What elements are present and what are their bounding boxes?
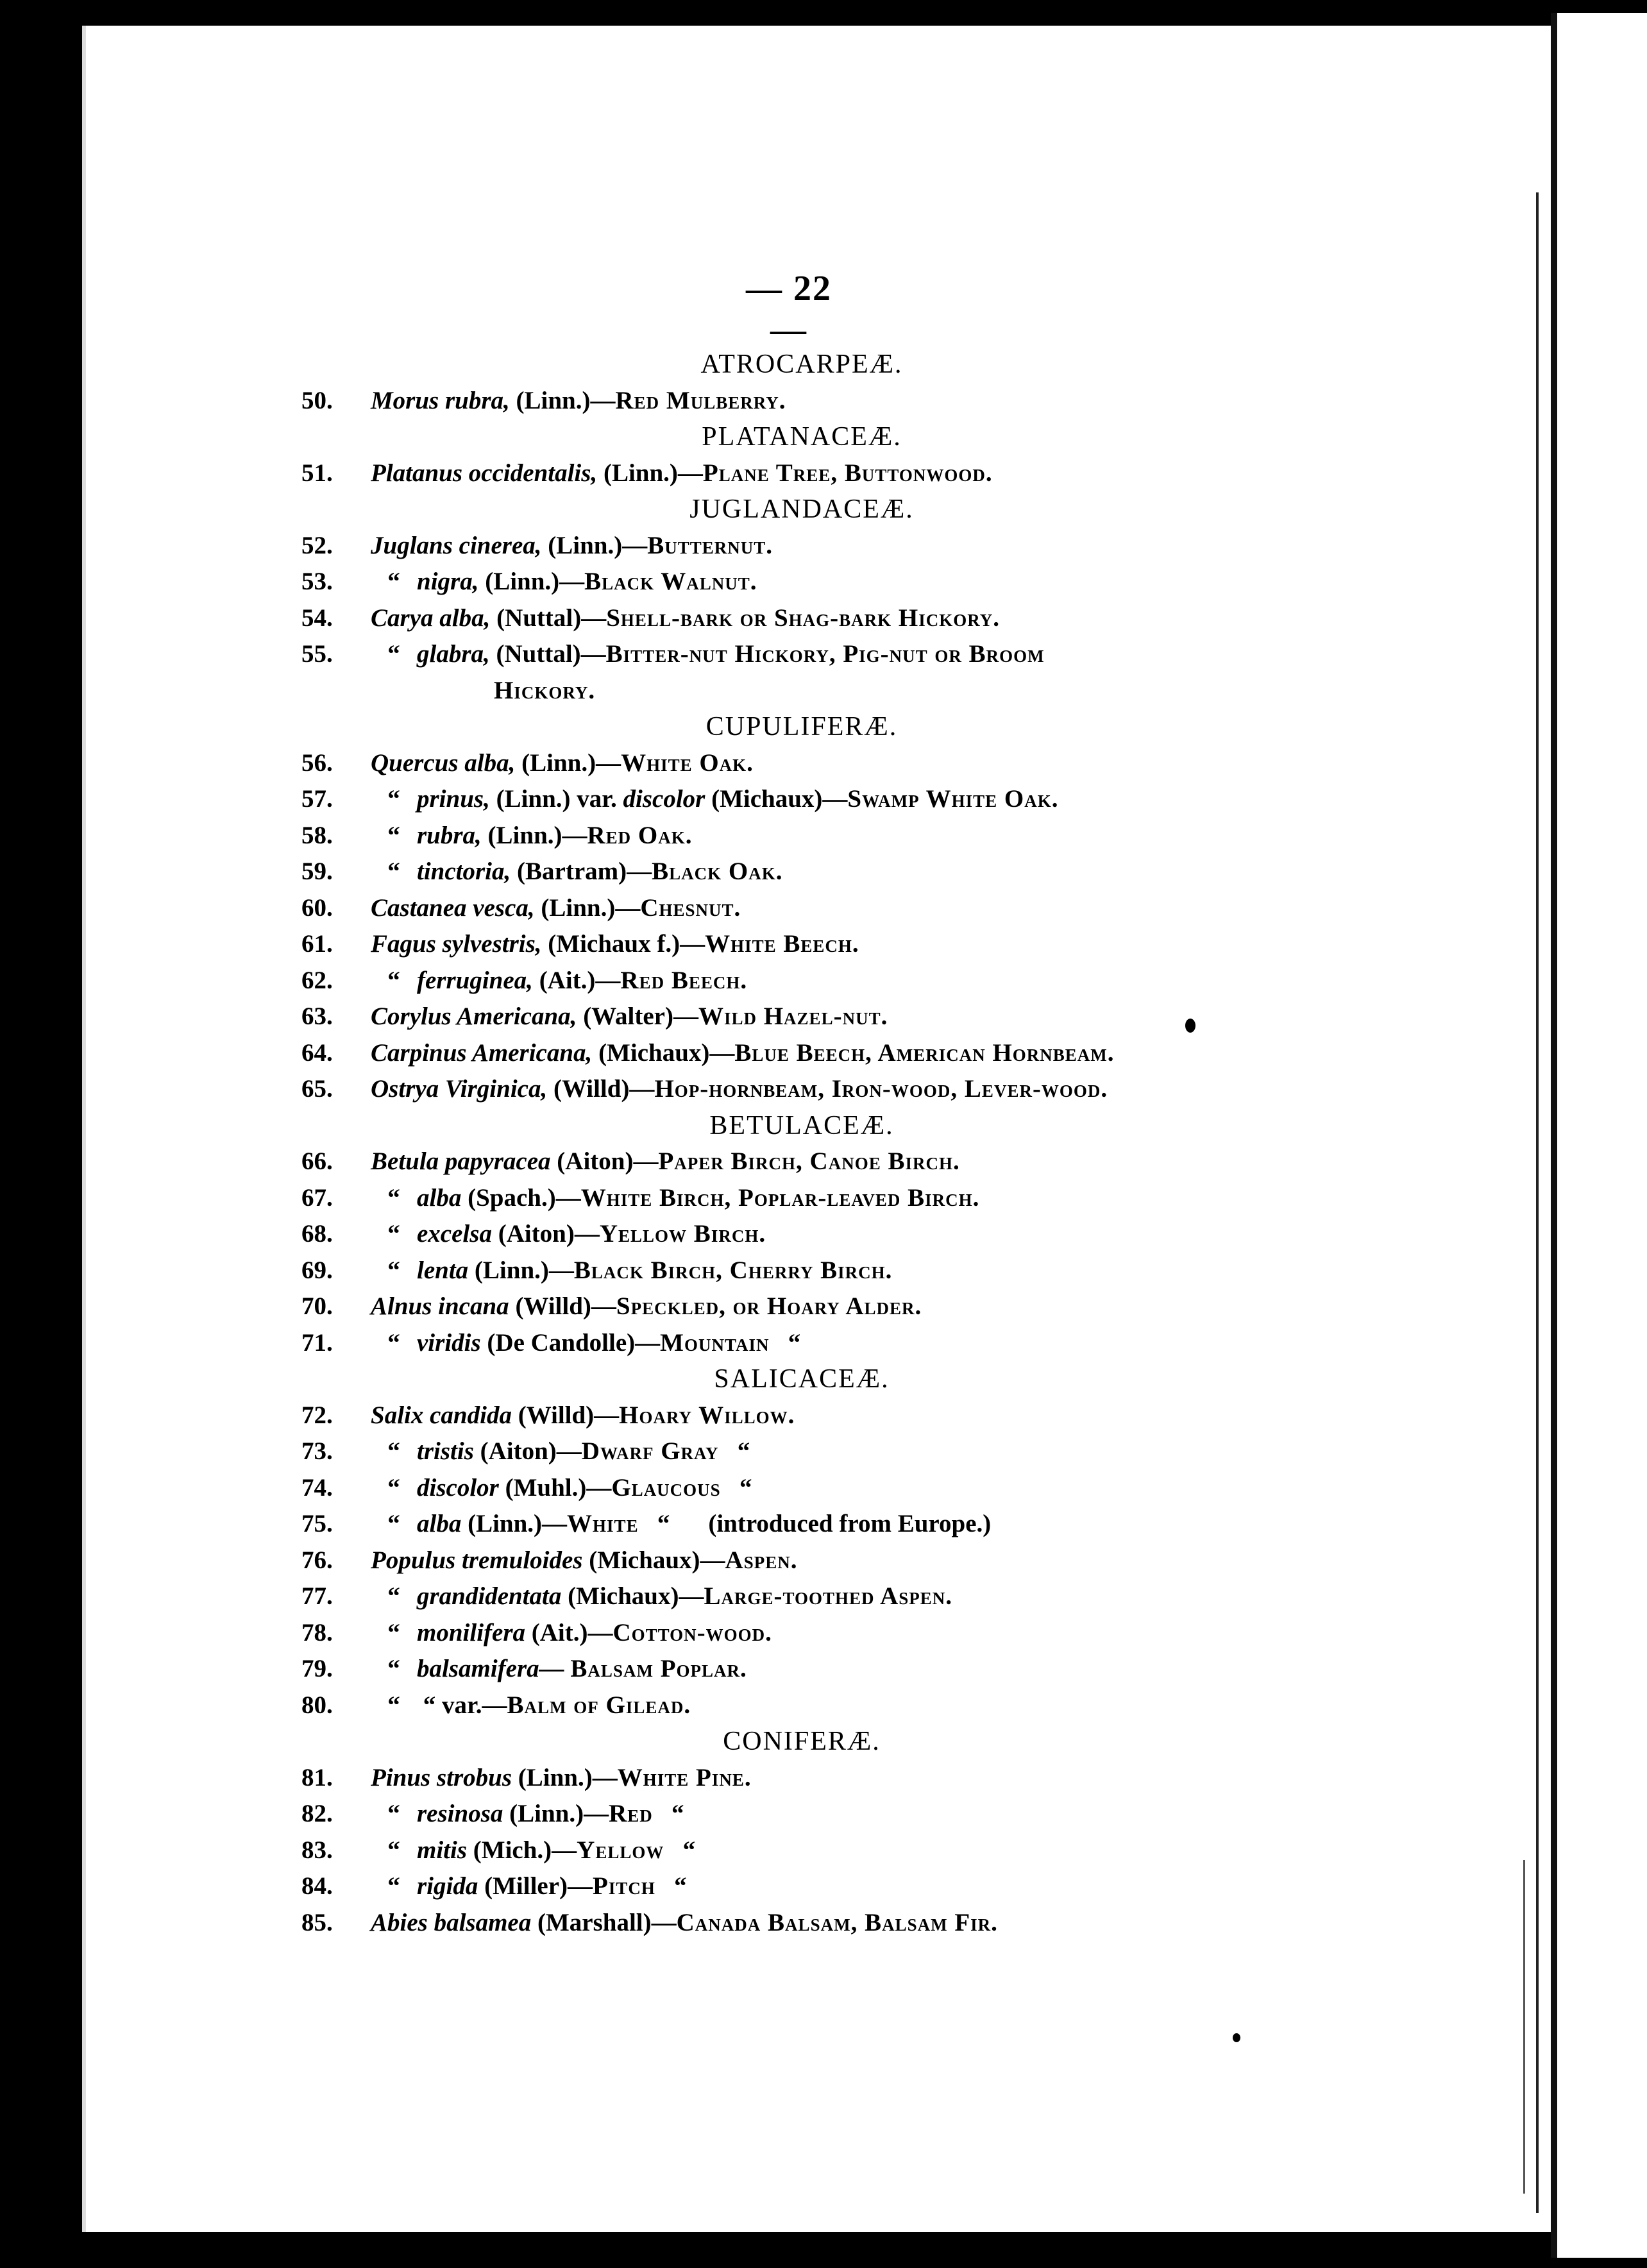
entry-number: 52.	[301, 531, 333, 559]
common-name: Black Oak.	[652, 858, 783, 885]
entry-number: 69.	[301, 1256, 333, 1284]
ditto-mark: “	[387, 568, 400, 595]
common-name: Large-toothed Aspen.	[704, 1582, 953, 1610]
common-name: Swamp White Oak.	[847, 785, 1059, 813]
latin-name: Platanus occidentalis,	[371, 459, 598, 487]
entry-number: 65.	[301, 1075, 333, 1103]
species-entry	[301, 1180, 1302, 1217]
species-entry	[301, 1470, 1302, 1507]
ditto-mark: “	[387, 1256, 400, 1284]
ditto-mark: “	[387, 1655, 400, 1682]
family-heading: BETULACEÆ.	[709, 1110, 894, 1140]
entry-number: 51.	[301, 459, 333, 487]
species-entry	[301, 1651, 1302, 1688]
common-name: Black Birch, Cherry Birch.	[573, 1256, 893, 1284]
latin-name: rigida	[417, 1872, 478, 1900]
species-entry	[301, 564, 1302, 600]
entry-number: 57.	[301, 785, 333, 813]
species-entry	[301, 818, 1302, 854]
latin-name: Ostrya Virginica,	[371, 1075, 548, 1103]
latin-name: Pinus strobus	[371, 1763, 512, 1791]
entry-number: 81.	[301, 1763, 333, 1791]
authority: (Bartram)—	[517, 858, 652, 885]
latin-name: Quercus alba,	[371, 749, 516, 777]
latin-name: resinosa	[417, 1800, 503, 1827]
species-entry	[301, 1325, 1302, 1362]
authority: (Aiton)—	[557, 1147, 659, 1175]
entry-continuation	[301, 673, 1302, 709]
entry-number: 71.	[301, 1328, 333, 1357]
entry-number: 80.	[301, 1691, 333, 1719]
species-entry	[301, 528, 1302, 564]
ditto-mark: “	[387, 1800, 400, 1827]
common-name: Red Oak.	[587, 821, 693, 849]
common-name: Hop-hornbeam, Iron-wood, Lever-wood.	[654, 1075, 1108, 1103]
ditto-mark: “	[682, 1836, 696, 1864]
authority: (Linn.)—	[485, 568, 585, 595]
species-entry	[301, 1796, 1302, 1832]
ditto-mark: “	[674, 1872, 687, 1900]
common-name: Yellow Birch.	[599, 1220, 766, 1248]
authority: (Nuttal)—	[496, 604, 607, 632]
common-name: Bitter-nut Hickory, Pig-nut or Broom	[605, 640, 1045, 668]
authority: (Nuttal)—	[496, 640, 606, 668]
entry-number: 63.	[301, 1003, 333, 1030]
species-entry	[301, 1216, 1302, 1253]
species-entry	[301, 1035, 1302, 1072]
common-name: Yellow	[577, 1836, 664, 1864]
authority: (Willd)—	[553, 1075, 655, 1103]
latin-name: rubra,	[417, 821, 482, 849]
common-name: Butternut.	[647, 531, 773, 559]
entry-number: 50.	[301, 386, 333, 414]
authority: (Linn.) var.	[496, 785, 623, 813]
entry-number: 68.	[301, 1220, 333, 1248]
species-entry	[301, 1868, 1302, 1905]
entry-number: 75.	[301, 1510, 333, 1537]
latin-name: prinus,	[417, 785, 490, 813]
latin-name: alba	[417, 1183, 462, 1212]
common-name: Chesnut.	[640, 893, 741, 922]
species-entry	[301, 999, 1302, 1035]
entry-number: 67.	[301, 1183, 333, 1212]
authority: (Linn.)—	[521, 749, 621, 777]
latin-name: balsamifera—	[417, 1655, 564, 1682]
common-name: Hoary Willow.	[619, 1401, 795, 1429]
species-list	[301, 346, 1302, 1941]
ditto-mark: “	[387, 1328, 400, 1357]
latin-name: excelsa	[417, 1220, 492, 1248]
species-entry	[301, 963, 1302, 999]
authority: “ var.—	[423, 1691, 507, 1719]
authority: (Ait.)—	[539, 966, 621, 994]
latin-name: mitis	[417, 1836, 468, 1864]
common-name: Shell-bark or Shag-bark Hickory.	[606, 604, 1001, 632]
species-entry	[301, 600, 1302, 637]
species-entry	[301, 1289, 1302, 1325]
latin-name: Betula papyracea	[371, 1147, 551, 1175]
common-name: White Oak.	[621, 749, 754, 777]
common-name: White Pine.	[617, 1763, 752, 1791]
ditto-mark: “	[739, 1473, 752, 1502]
common-name: Balsam Poplar.	[570, 1655, 747, 1682]
latin-name: Carpinus Americana,	[371, 1038, 593, 1067]
species-entry	[301, 1578, 1302, 1615]
entry-number: 70.	[301, 1292, 333, 1320]
authority: (Linn.)—	[518, 1763, 618, 1791]
species-entry	[301, 1253, 1302, 1289]
species-entry	[301, 781, 1302, 818]
common-name: Glaucous	[611, 1473, 721, 1502]
entry-number: 82.	[301, 1800, 333, 1827]
latin-name: grandidentata	[417, 1582, 562, 1610]
family-heading: JUGLANDACEÆ.	[689, 495, 914, 524]
ditto-mark: “	[387, 1473, 400, 1502]
authority: (Ait.)—	[531, 1618, 613, 1646]
authority: (Michaux)—	[705, 785, 848, 813]
common-name: Paper Birch, Canoe Birch.	[658, 1147, 960, 1175]
ditto-mark: “	[387, 1618, 400, 1646]
latin-name: Morus rubra,	[371, 386, 510, 414]
authority: (Michaux)—	[568, 1582, 704, 1610]
entry-number: 53.	[301, 568, 333, 595]
common-name: White Birch, Poplar-leaved Birch.	[580, 1183, 980, 1212]
authority: (Aiton)—	[498, 1220, 600, 1248]
entry-number: 72.	[301, 1401, 333, 1429]
species-entry	[301, 1398, 1302, 1434]
ditto-mark: “	[387, 858, 400, 885]
authority: (Linn.)—	[509, 1800, 609, 1827]
species-entry	[301, 745, 1302, 782]
authority: (Aiton)—	[480, 1437, 582, 1465]
common-name: Red	[609, 1800, 653, 1827]
authority: (Walter)—	[583, 1003, 698, 1030]
ditto-mark: “	[387, 1872, 400, 1900]
authority: (Willd)—	[515, 1292, 616, 1320]
entry-number: 61.	[301, 930, 333, 958]
species-entry	[301, 455, 1302, 492]
authority: (Michaux)—	[598, 1038, 735, 1067]
entry-number: 84.	[301, 1872, 333, 1900]
latin-name: Fagus sylvestris,	[371, 930, 542, 958]
ink-speck	[1185, 1019, 1195, 1033]
page-number: — 22 —	[746, 269, 832, 350]
family-heading: SALICACEÆ.	[714, 1364, 890, 1394]
common-name: Red Mulberry.	[615, 386, 786, 414]
species-entry	[301, 1543, 1302, 1579]
authority: (De Candolle)—	[487, 1328, 661, 1357]
species-entry	[301, 1832, 1302, 1869]
authority: (Michaux f.)—	[548, 930, 705, 958]
entry-number: 79.	[301, 1655, 333, 1682]
species-entry	[301, 926, 1302, 963]
facing-page-edge	[1551, 13, 1647, 2258]
common-name: Cotton-wood.	[612, 1618, 772, 1646]
authority: (Muhl.)—	[505, 1473, 612, 1502]
latin-name: viridis	[417, 1328, 481, 1357]
common-name: Balm of Gilead.	[507, 1691, 691, 1719]
ditto-mark: “	[387, 1582, 400, 1610]
variety-name: discolor	[623, 785, 705, 813]
ditto-mark: “	[657, 1510, 670, 1537]
entry-number: 64.	[301, 1038, 333, 1067]
authority: (Mich.)—	[473, 1836, 577, 1864]
authority: (Linn.)—	[474, 1256, 574, 1284]
common-name: Aspen.	[725, 1546, 798, 1574]
species-entry	[301, 636, 1302, 673]
entry-number: 77.	[301, 1582, 333, 1610]
ditto-mark: “	[387, 821, 400, 849]
authority: (Linn.)—	[487, 821, 587, 849]
ditto-mark: “	[387, 1183, 400, 1212]
family-heading: CONIFERÆ.	[723, 1727, 881, 1756]
species-entry	[301, 1144, 1302, 1180]
entry-number: 56.	[301, 749, 333, 777]
common-name: Red Beech.	[620, 966, 748, 994]
authority: (Marshall)—	[537, 1908, 677, 1936]
latin-name: lenta	[417, 1256, 469, 1284]
ditto-mark: “	[737, 1437, 750, 1465]
common-name: Plane Tree, Buttonwood.	[702, 459, 993, 487]
authority: (Linn.)—	[603, 459, 703, 487]
latin-name: tinctoria,	[417, 858, 511, 885]
common-name: Speckled, or Hoary Alder.	[616, 1292, 922, 1320]
entry-number: 73.	[301, 1437, 333, 1465]
entry-number: 60.	[301, 893, 333, 922]
latin-name: Salix candida	[371, 1401, 512, 1429]
latin-name: Castanea vesca,	[371, 893, 535, 922]
latin-name: alba	[417, 1510, 462, 1537]
latin-name: Corylus Americana,	[371, 1003, 577, 1030]
common-name: White Beech.	[705, 930, 859, 958]
authority: (Linn.)—	[541, 893, 641, 922]
authority: (Michaux)—	[589, 1546, 725, 1574]
common-name: Pitch	[593, 1872, 655, 1900]
common-name: Wild Hazel-nut.	[698, 1003, 888, 1030]
common-name: Canada Balsam, Balsam Fir.	[676, 1908, 998, 1936]
entry-number: 58.	[301, 821, 333, 849]
entry-number: 76.	[301, 1546, 333, 1574]
common-name: Mountain	[660, 1328, 770, 1357]
species-entry	[301, 1688, 1302, 1724]
species-entry	[301, 1905, 1302, 1942]
entry-note: (introduced from Europe.)	[708, 1510, 992, 1537]
ink-speck	[1233, 2033, 1240, 2042]
authority: (Linn.)—	[548, 531, 648, 559]
ditto-mark: “	[387, 1510, 400, 1537]
species-entry	[301, 1434, 1302, 1470]
entry-number: 55.	[301, 640, 333, 668]
entry-number: 66.	[301, 1147, 333, 1175]
common-name: Hickory.	[494, 676, 596, 704]
common-name: Dwarf Gray	[581, 1437, 719, 1465]
entry-number: 62.	[301, 966, 333, 994]
latin-name: Abies balsamea	[371, 1908, 532, 1936]
species-entry	[301, 854, 1302, 890]
ditto-mark: “	[387, 1691, 400, 1719]
ditto-mark: “	[387, 785, 400, 813]
common-name: Blue Beech, American Hornbeam.	[734, 1038, 1115, 1067]
latin-name: monilifera	[417, 1618, 526, 1646]
entry-number: 85.	[301, 1908, 333, 1936]
ditto-mark: “	[387, 1220, 400, 1248]
species-entry	[301, 890, 1302, 927]
authority: (Linn.)—	[516, 386, 616, 414]
page-edge-line	[1536, 192, 1539, 2213]
entry-number: 83.	[301, 1836, 333, 1864]
latin-name: Carya alba,	[371, 604, 491, 632]
authority: (Linn.)—	[468, 1510, 568, 1537]
ditto-mark: “	[387, 966, 400, 994]
latin-name: Alnus incana	[371, 1292, 509, 1320]
ditto-mark: “	[788, 1328, 801, 1357]
family-heading: CUPULIFERÆ.	[705, 712, 898, 741]
latin-name: nigra,	[417, 568, 479, 595]
entry-number: 59.	[301, 858, 333, 885]
authority: (Spach.)—	[468, 1183, 581, 1212]
ditto-mark: “	[387, 1437, 400, 1465]
latin-name: Juglans cinerea,	[371, 531, 542, 559]
latin-name: Populus tremuloides	[371, 1546, 583, 1574]
entry-number: 74.	[301, 1473, 333, 1502]
ditto-mark: “	[387, 640, 400, 668]
ditto-mark: “	[671, 1800, 684, 1827]
family-heading: PLATANACEÆ.	[702, 422, 902, 452]
latin-name: tristis	[417, 1437, 474, 1465]
species-entry	[301, 1506, 1302, 1543]
family-heading: ATROCARPEÆ.	[700, 350, 903, 379]
authority: (Willd)—	[518, 1401, 620, 1429]
latin-name: glabra,	[417, 640, 490, 668]
ditto-mark: “	[387, 1836, 400, 1864]
species-entry	[301, 383, 1302, 419]
common-name: White	[567, 1510, 639, 1537]
species-entry	[301, 1615, 1302, 1652]
common-name: Black Walnut.	[584, 568, 757, 595]
authority: (Miller)—	[484, 1872, 593, 1900]
entry-number: 78.	[301, 1618, 333, 1646]
page-edge-line-lower	[1523, 1860, 1525, 2194]
latin-name: ferruginea,	[417, 966, 533, 994]
latin-name: discolor	[417, 1473, 499, 1502]
species-entry	[301, 1760, 1302, 1797]
species-entry	[301, 1071, 1302, 1108]
entry-number: 54.	[301, 604, 333, 632]
